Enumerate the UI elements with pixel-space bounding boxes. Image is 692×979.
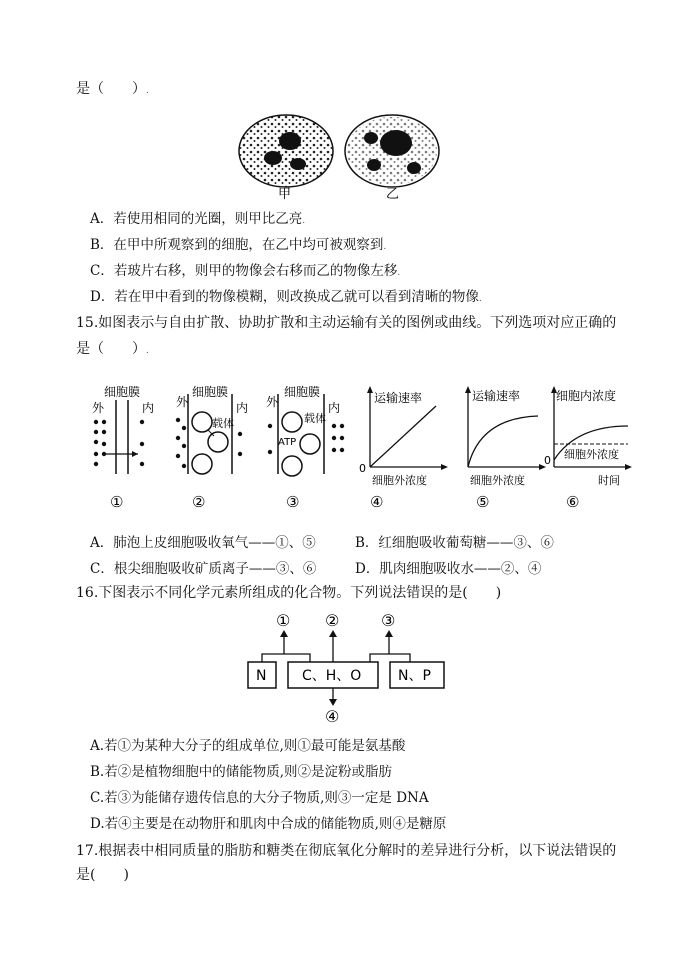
q15-option-b: B．红细胞吸收葡萄糖——③、⑥ — [355, 535, 554, 551]
svg-text:内: 内 — [328, 401, 341, 415]
field-yi — [345, 115, 439, 187]
q14-option-c: C．若玻片右移，则甲的物像会右移而乙的物像左移. — [90, 263, 401, 279]
svg-text:外: 外 — [176, 395, 189, 409]
svg-text:④: ④ — [370, 493, 384, 511]
box-n: N — [256, 668, 267, 684]
svg-text:载体: 载体 — [212, 417, 234, 430]
num-1: ① — [276, 611, 291, 630]
num-3: ③ — [381, 611, 396, 630]
q15-option-a: A．肺泡上皮细胞吸收氧气——①、⑤ — [90, 535, 316, 551]
microscope-figure — [228, 108, 468, 208]
panel-6-concentration-time — [544, 386, 632, 511]
q17-stem-line1: 17.根据表中相同质量的脂肪和糖类在彻底氧化分解时的差异进行分析，以下说法错误的 — [76, 843, 617, 859]
svg-text:⑤: ⑤ — [476, 493, 490, 511]
q15-option-c: C．根尖细胞吸收矿质离子——③、⑥ — [90, 561, 317, 577]
q14-option-d: D．若在甲中看到的物像模糊，则改换成乙就可以看到清晰的物像. — [90, 289, 482, 305]
q16-option-b: B.若②是植物细胞中的储能物质,则②是淀粉或脂肪 — [90, 764, 393, 780]
svg-text:细胞外浓度: 细胞外浓度 — [372, 474, 427, 487]
q16-option-c: C.若③为能储存遗传信息的大分子物质,则③一定是 DNA — [90, 790, 429, 806]
svg-text:运输速率: 运输速率 — [374, 391, 423, 405]
panel-5-saturation-curve — [465, 386, 546, 511]
q16-stem: 16.下图表示不同化学元素所组成的化合物。下列说法错误的是( ) — [76, 585, 502, 601]
svg-text:细胞膜: 细胞膜 — [284, 385, 321, 399]
svg-text:细胞膜: 细胞膜 — [104, 385, 141, 399]
svg-text:内: 内 — [236, 401, 249, 415]
svg-text:细胞外浓度: 细胞外浓度 — [564, 448, 619, 461]
q16-option-d: D.若④主要是在动物肝和肌肉中合成的储能物质,则④是糖原 — [90, 816, 447, 832]
label-jia: 甲 — [278, 187, 292, 202]
q16-option-a: A.若①为某种大分子的组成单位,则①最可能是氨基酸 — [90, 738, 406, 754]
svg-text:0: 0 — [359, 462, 366, 475]
transport-figure — [80, 382, 640, 517]
box-np: N、P — [398, 668, 431, 684]
q14-stem-tail: 是（ ）. — [76, 81, 149, 97]
elements-compound-figure — [230, 610, 470, 726]
field-jia — [239, 115, 333, 187]
q15-stem-line2: 是（ ）. — [76, 341, 149, 357]
svg-text:①: ① — [110, 493, 124, 511]
panel-4-linear-curve — [359, 386, 448, 511]
num-2: ② — [325, 611, 340, 630]
q14-option-b: B．在甲中所观察到的细胞，在乙中均可被观察到. — [90, 237, 387, 253]
label-yi: 乙 — [386, 187, 400, 202]
q15-stem-line1: 15.如图表示与自由扩散、协助扩散和主动运输有关的图例或曲线。下列选项对应正确的 — [76, 315, 617, 331]
svg-text:外: 外 — [92, 401, 105, 415]
panel-3-active-transport — [266, 385, 344, 511]
svg-text:运输速率: 运输速率 — [472, 389, 521, 403]
svg-text:ATP: ATP — [278, 437, 297, 448]
num-4: ④ — [325, 707, 340, 726]
svg-text:时间: 时间 — [598, 474, 620, 487]
svg-text:②: ② — [192, 493, 206, 511]
svg-text:③: ③ — [286, 493, 300, 511]
q14-option-a: A．若使用相同的光圈，则甲比乙亮. — [90, 211, 306, 227]
panel-1-free-diffusion — [92, 385, 154, 511]
svg-text:细胞外浓度: 细胞外浓度 — [470, 474, 525, 487]
box-cho: C、H、O — [302, 668, 362, 684]
svg-text:载体: 载体 — [304, 412, 326, 425]
q17-stem-line2: 是( ) — [76, 867, 129, 883]
svg-text:细胞膜: 细胞膜 — [192, 385, 229, 399]
q15-option-d: D．肌肉细胞吸收水——②、④ — [355, 561, 542, 577]
panel-2-facilitated-diffusion — [176, 385, 248, 511]
svg-text:内: 内 — [142, 401, 155, 415]
svg-text:⑥: ⑥ — [566, 493, 580, 511]
svg-text:细胞内浓度: 细胞内浓度 — [556, 389, 617, 403]
svg-text:0: 0 — [544, 454, 551, 467]
svg-text:外: 外 — [266, 395, 279, 409]
